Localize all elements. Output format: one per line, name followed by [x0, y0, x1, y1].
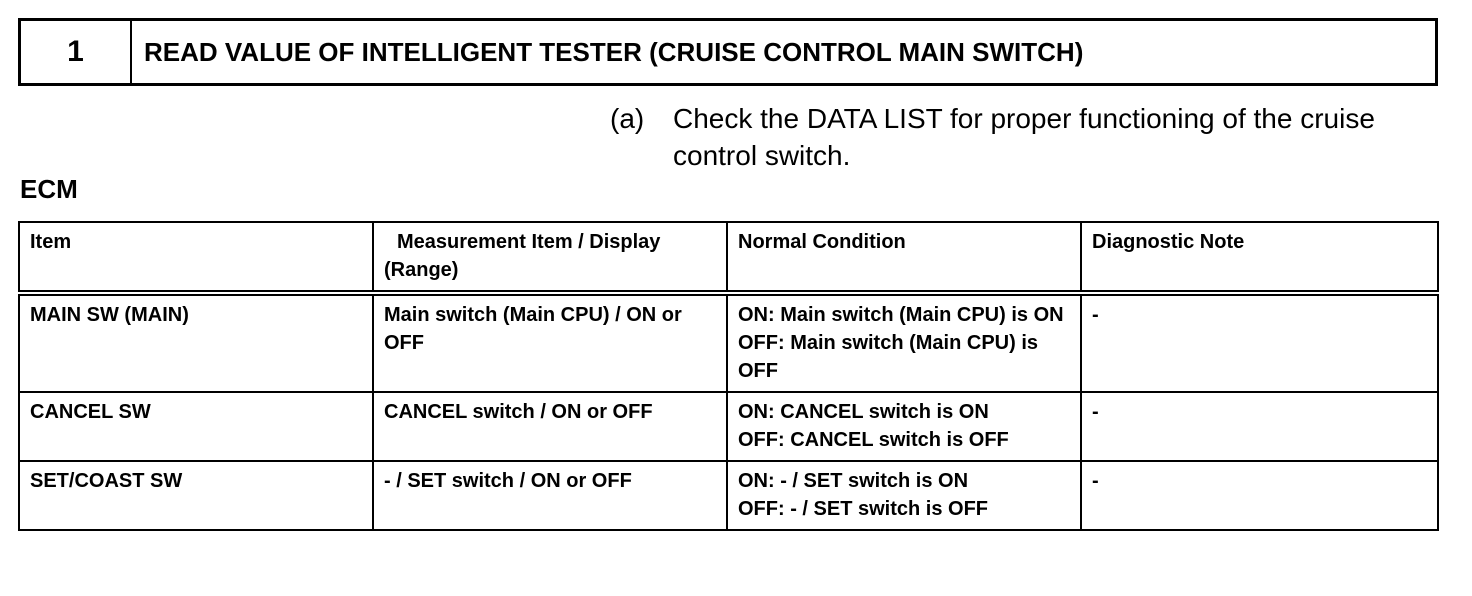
cell-normal-condition: [727, 461, 1081, 530]
instruction: [610, 100, 1450, 174]
step-title: READ VALUE OF INTELLIGENT TESTER (CRUISE CONTROL MAIN SWITCH): [144, 36, 1084, 67]
cell-item: CANCEL SW: [19, 392, 373, 461]
cell-diagnostic-note: -: [1081, 392, 1438, 461]
normal-off-text: OFF: Main switch (Main CPU) is OFF: [738, 332, 1039, 382]
normal-off-text: OFF: - / SET switch is OFF: [738, 498, 989, 520]
cell-normal-condition: [727, 392, 1081, 461]
normal-on-text: ON: - / SET switch is ON: [738, 470, 969, 492]
table-header-row: [19, 222, 1438, 293]
normal-on-text: ON: Main switch (Main CPU) is ON: [738, 304, 1064, 326]
table-row: [19, 293, 1438, 392]
instruction-text: Check the DATA LIST for proper functioning of the cruise control switch.: [673, 103, 1375, 171]
normal-off-text: OFF: CANCEL switch is OFF: [738, 429, 1009, 451]
cell-item: MAIN SW (MAIN): [19, 293, 373, 392]
instruction-marker: (a): [610, 103, 645, 134]
cell-diagnostic-note: -: [1081, 461, 1438, 530]
table-row: [19, 461, 1438, 530]
cell-normal-condition: [727, 293, 1081, 392]
header-normal-condition: Normal Condition: [727, 222, 1081, 293]
cell-measurement: Main switch (Main CPU) / ON or OFF: [373, 293, 727, 392]
header-measurement-line1: Measurement Item / Display: [397, 231, 661, 253]
table-row: [19, 392, 1438, 461]
header-diagnostic-note: Diagnostic Note: [1081, 222, 1438, 293]
header-measurement-line2: (Range): [384, 259, 459, 281]
section-heading: ECM: [20, 174, 78, 204]
cell-diagnostic-note: -: [1081, 293, 1438, 392]
cell-measurement: CANCEL switch / ON or OFF: [373, 392, 727, 461]
header-measurement: [373, 222, 727, 293]
data-list-table: [18, 221, 1439, 531]
cell-measurement: - / SET switch / ON or OFF: [373, 461, 727, 530]
step-header: [18, 18, 1438, 86]
normal-on-text: ON: CANCEL switch is ON: [738, 401, 989, 423]
header-item: Item: [19, 222, 373, 293]
cell-item: SET/COAST SW: [19, 461, 373, 530]
step-number: 1: [21, 21, 132, 83]
